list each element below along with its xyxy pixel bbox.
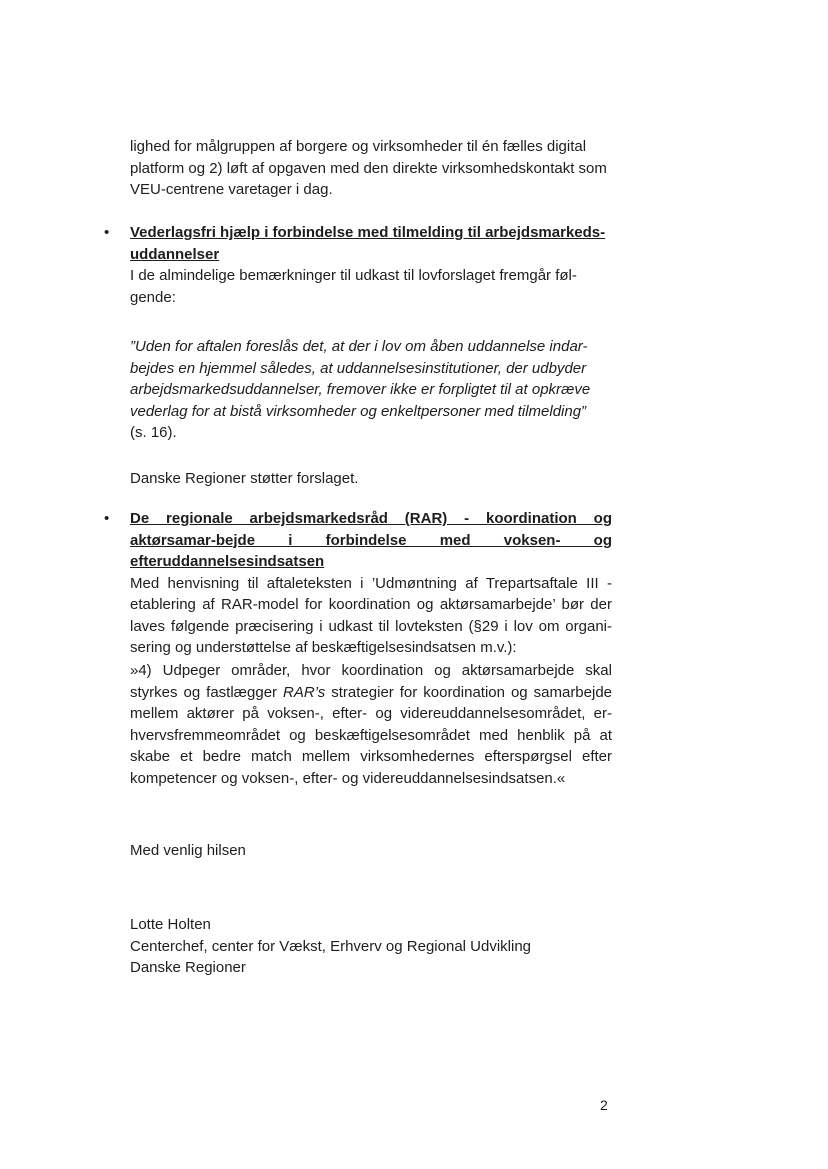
section-vederlagsfri xyxy=(130,222,612,308)
signer-organization: Danske Regioner xyxy=(130,959,246,976)
section-body: Med henvisning til aftaleteksten i ’Udmøntning af Trepartsaftale III - etablering af RAR-model for koordination og aktørsamarbejde’ bør der laves følgende præcisering i udkast til lovteksten (§29 i lov om organi-sering og understøttelse af beskæftigelsesindsatsen m.v.): xyxy=(130,574,612,656)
signature-block xyxy=(130,914,612,979)
quote-text: ”Uden for aftalen foreslås det, at der i lov om åben uddannelse indar-bejdes en hjemmel således, at uddannelsesinstitutioner, der udbyder arbejdsmarkedsuddannelser, fremover ikke er forpligtet til at opkræve vederlag for at bistå virksomheder og enkeltpersoner med tilmelding” xyxy=(130,338,591,420)
intro-paragraph xyxy=(130,136,612,201)
amendment-text-start: »4) Udpeger områder, hvor koordination og aktørsamarbejde skal styrkes og fastlægger xyxy=(130,662,612,701)
support-paragraph xyxy=(130,468,612,490)
amendment-emphasis: RAR’s xyxy=(283,683,326,701)
amendment-text xyxy=(130,660,612,789)
signer-title: Centerchef, center for Vækst, Erhverv og Regional Udvikling xyxy=(130,937,532,955)
section-heading: Vederlagsfri hjælp i forbindelse med tilmelding til arbejdsmarkeds-uddannelser xyxy=(130,224,606,263)
bullet-marker: • xyxy=(104,224,110,241)
greeting-text: Med venlig hilsen xyxy=(130,842,246,859)
amendment-text-end: strategier for koordination og samarbejde mellem aktører på voksen-, efter- og videreuddannelsesområdet, er-hvervsfremmeområdet og beskæftigelsesområdet med henblik på at skabe et bedre match mellem virksomhedernes efterspørgsel efter kompetencer og voksen-, efter- og videreuddannelsesindsatsen.« xyxy=(130,683,613,787)
quote-block xyxy=(130,336,612,444)
section-body: I de almindelige bemærkninger til udkast til lovforslaget fremgår føl-gende: xyxy=(130,267,577,306)
amendment-paragraph xyxy=(130,660,612,789)
page-number: 2 xyxy=(600,1097,608,1113)
closing-greeting xyxy=(130,840,612,862)
signer-name: Lotte Holten xyxy=(130,916,211,933)
section-heading: De regionale arbejdsmarkedsråd (RAR) - koordination og aktørsamar-bejde i forbindelse med voksen- og efteruddannelsesindsatsen xyxy=(130,510,612,570)
section-rar xyxy=(130,508,612,659)
support-text: Danske Regioner støtter forslaget. xyxy=(130,470,359,487)
intro-text: lighed for målgruppen af borgere og virksomheder til én fælles digital platform og 2) løft af opgaven med den direkte virksomhedskontakt som VEU-centrene varetager i dag. xyxy=(130,138,607,198)
quote-reference: (s. 16). xyxy=(130,424,177,441)
bullet-marker: • xyxy=(104,510,110,527)
